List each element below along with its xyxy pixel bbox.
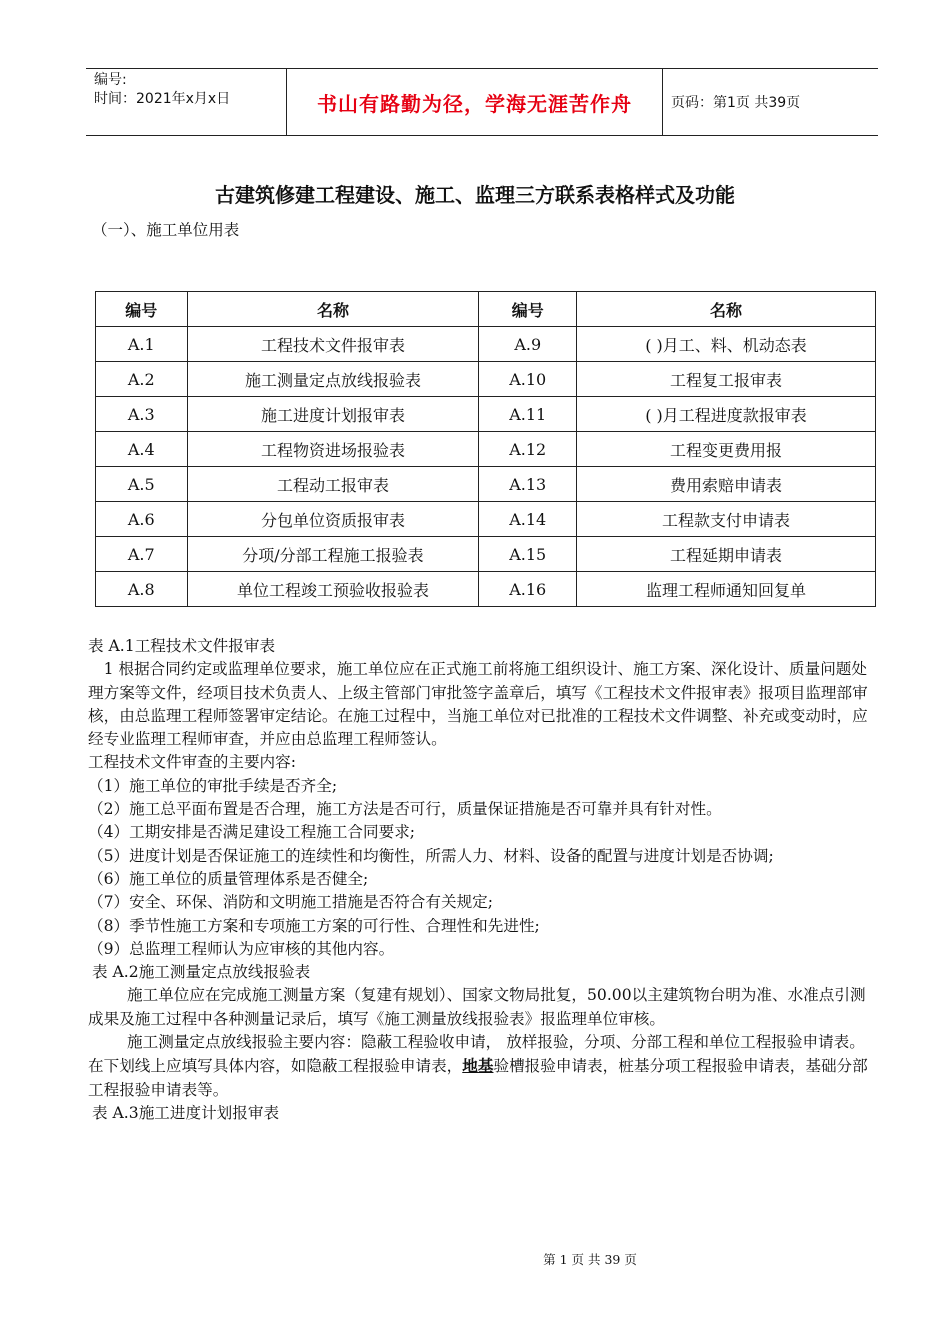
table-cell: A.14: [479, 502, 577, 537]
document-title: 古建筑修建工程建设、施工、监理三方联系表格样式及功能: [215, 183, 735, 207]
list-title: 工程技术文件审查的主要内容:: [88, 753, 296, 772]
table-cell: 费用索赔申请表: [577, 467, 876, 502]
section-heading-a3: 表 A.3施工进度计划报审表: [92, 1103, 280, 1122]
paragraph: 施工单位应在完成施工测量方案（复建有规划）、国家文物局批复，50.00以主建筑物台明为准、水准点引测成果及施工过程中各种测量记录后，填写《施工测量放线报验表》报监理单位审核。: [88, 986, 866, 1028]
table-row: [96, 432, 876, 467]
table-cell: A.7: [96, 537, 188, 572]
table-cell: A.12: [479, 432, 577, 467]
underlined-term: 地基: [462, 1056, 494, 1076]
table-cell: 工程延期申请表: [577, 537, 876, 572]
list-item: （9）总监理工程师认为应审核的其他内容。: [88, 939, 395, 958]
document-body: [88, 635, 880, 1125]
page-footer: 第 1 页 共 39 页: [543, 1252, 637, 1267]
column-header: 名称: [577, 292, 876, 327]
table-row: [96, 362, 876, 397]
column-header: 编号: [479, 292, 577, 327]
paragraph-text: 验槽报验申请表，桩基分项工程报验申请表，基础分部工程报验申请表等。: [88, 1057, 868, 1099]
section-subtitle: （一）、施工单位用表: [92, 221, 240, 239]
table-cell: A.8: [96, 572, 188, 607]
list-item: （2）施工总平面布置是否合理，施工方法是否可行，质量保证措施是否可靠并具有针对性。: [88, 800, 722, 819]
table-cell: A.2: [96, 362, 188, 397]
section-heading-a2: 表 A.2施工测量定点放线报验表: [92, 963, 311, 982]
list-item: （7）安全、环保、消防和文明施工措施是否符合有关规定;: [88, 893, 494, 912]
table-cell: A.3: [96, 397, 188, 432]
list-item: （1）施工单位的审批手续是否齐全;: [88, 776, 338, 795]
table-row: [96, 467, 876, 502]
table-cell: 分项/分部工程施工报验表: [187, 537, 479, 572]
table-header-row: [96, 292, 876, 327]
document-number-label: 编号:: [94, 72, 127, 88]
column-header: 编号: [96, 292, 188, 327]
table-cell: 工程款支付申请表: [577, 502, 876, 537]
table-cell: A.9: [479, 327, 577, 362]
table-cell: A.15: [479, 537, 577, 572]
table-cell: A.6: [96, 502, 188, 537]
table-cell: 单位工程竣工预验收报验表: [187, 572, 479, 607]
paragraph: 1 根据合同约定或监理单位要求，施工单位应在正式施工前将施工组织设计、施工方案、深化设计、质量问题处理方案等文件，经项目技术负责人、上级主管部门审批签字盖章后，填写《工程技术文件报审表》报项目监理部审核，由总监理工程师签署审定结论。在施工过程中，当施工单位对已批准的工程技术文件调整、补充或变动时，应经专业监理工程师审查，并应由总监理工程师签认。: [88, 660, 868, 749]
table-row: [96, 572, 876, 607]
page-header: [86, 68, 878, 136]
table-cell: A.1: [96, 327, 188, 362]
paragraph-text: 施工测量定点放线报验主要内容：隐蔽工程验收申请， 放样报验，分项、分部工程和单位工程报验申请表。在下划线上应填写具体内容，如隐蔽工程报验申请表，: [88, 1033, 865, 1076]
table-cell: A.11: [479, 397, 577, 432]
header-page-label: 页码：第1页 共39页: [671, 95, 801, 111]
table-cell: 分包单位资质报审表: [187, 502, 479, 537]
document-time-label: 时间：2021年x月x日: [94, 91, 231, 107]
paragraph: [88, 1031, 880, 1102]
table-row: [96, 537, 876, 572]
table-cell: 工程复工报审表: [577, 362, 876, 397]
table-cell: 工程技术文件报审表: [187, 327, 479, 362]
header-meta: [86, 69, 286, 135]
table-cell: 工程变更费用报: [577, 432, 876, 467]
table-cell: 施工进度计划报审表: [187, 397, 479, 432]
table-cell: A.13: [479, 467, 577, 502]
table-cell: 工程物资进场报验表: [187, 432, 479, 467]
list-item: （6）施工单位的质量管理体系是否健全;: [88, 869, 369, 888]
table-row: [96, 327, 876, 362]
table-cell: A.5: [96, 467, 188, 502]
column-header: 名称: [187, 292, 479, 327]
header-motto: 书山有路勤为径，学海无涯苦作舟: [286, 69, 663, 135]
table-row: [96, 502, 876, 537]
table-cell: ( )月工程进度款报审表: [577, 397, 876, 432]
table-cell: A.10: [479, 362, 577, 397]
table-cell: 工程动工报审表: [187, 467, 479, 502]
list-item: （8）季节性施工方案和专项施工方案的可行性、合理性和先进性;: [88, 916, 540, 935]
list-item: （4）工期安排是否满足建设工程施工合同要求;: [88, 823, 416, 842]
list-item: （5）进度计划是否保证施工的连续性和均衡性，所需人力、材料、设备的配置与进度计划是否协调;: [88, 846, 774, 865]
table-row: [96, 397, 876, 432]
section-heading-a1: 表 A.1工程技术文件报审表: [88, 637, 276, 655]
table-cell: 监理工程师通知回复单: [577, 572, 876, 607]
form-index-table: [95, 291, 876, 607]
table-cell: A.16: [479, 572, 577, 607]
table-cell: ( )月工、料、机动态表: [577, 327, 876, 362]
table-cell: A.4: [96, 432, 188, 467]
table-cell: 施工测量定点放线报验表: [187, 362, 479, 397]
